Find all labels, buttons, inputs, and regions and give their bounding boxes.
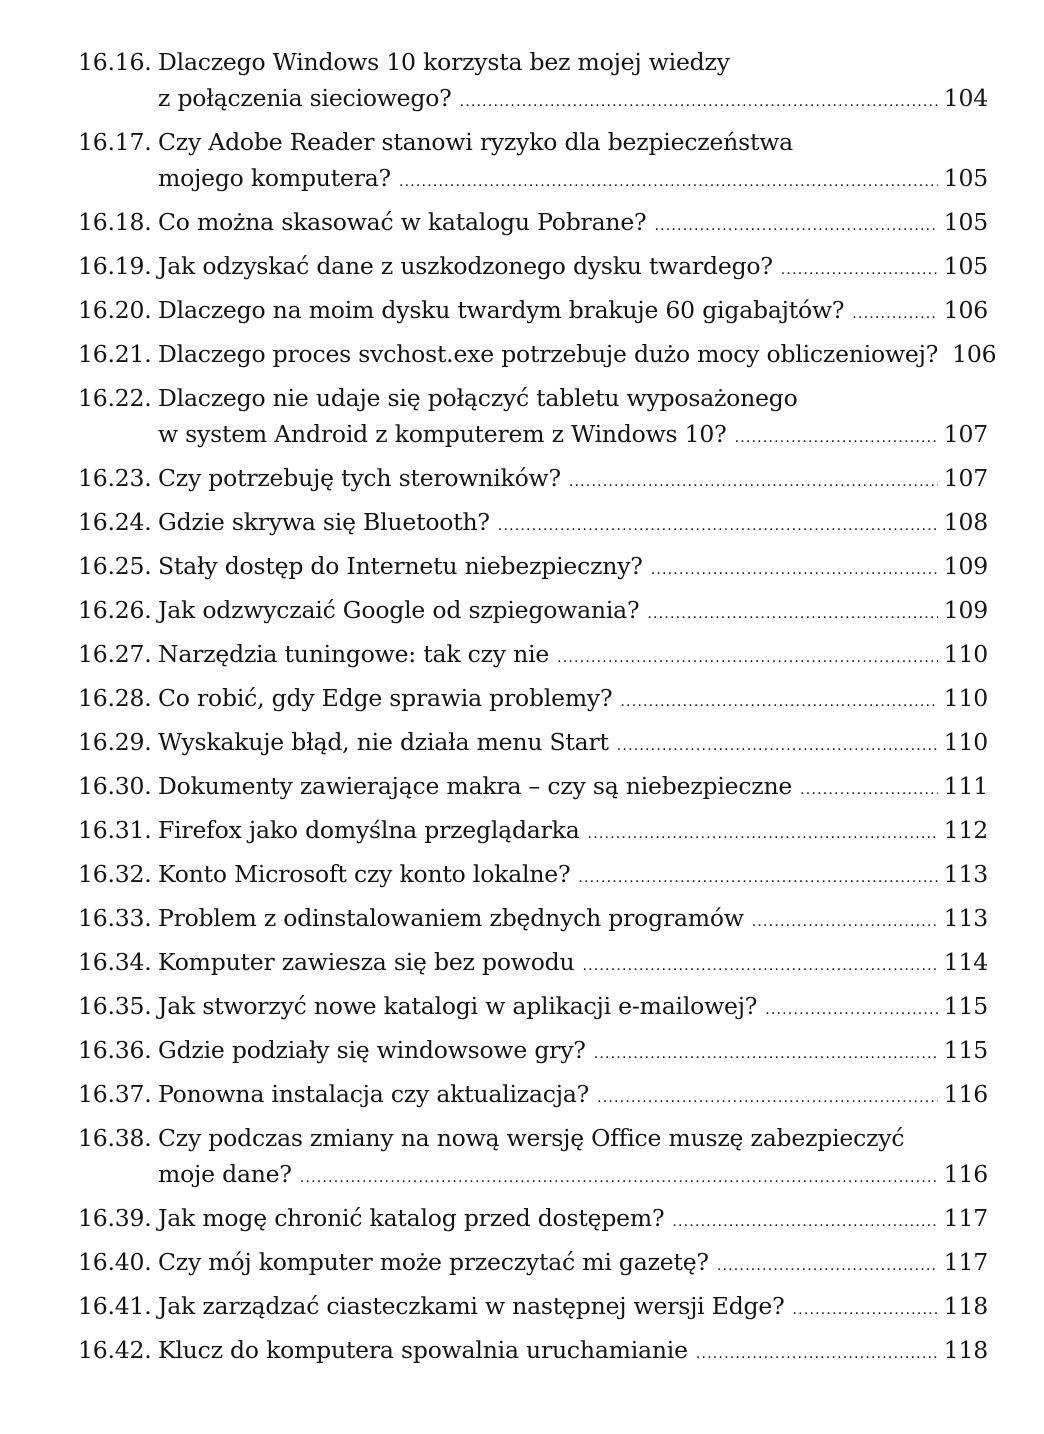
entry-page: 116: [943, 1160, 988, 1188]
toc-entry: [78, 380, 988, 452]
toc-entry: [78, 292, 988, 328]
toc-entry: [78, 944, 988, 980]
dot-leader: [588, 827, 938, 841]
entry-title: Konto Microsoft czy konto lokalne?: [158, 860, 571, 888]
entry-number: 16.26.: [78, 596, 152, 624]
entry-title: Komputer zawiesza się bez powodu: [158, 948, 575, 976]
dot-leader: [582, 959, 937, 973]
toc-entry: [78, 1288, 988, 1324]
entry-title: w system Android z komputerem z Windows 10?: [158, 420, 727, 448]
entry-number: 16.25.: [78, 552, 152, 580]
entry-title: Dlaczego Windows 10 korzysta bez mojej wiedzy: [158, 48, 730, 76]
dot-leader: [578, 871, 937, 885]
toc-entry: [78, 768, 988, 804]
toc-entry: [78, 248, 988, 284]
entry-number: 16.21.: [78, 340, 152, 368]
entry-page: 107: [943, 420, 988, 448]
entry-page: 106: [943, 296, 988, 324]
entry-number: 16.19.: [78, 252, 152, 280]
dot-leader: [460, 95, 938, 109]
dot-leader: [765, 1003, 938, 1017]
entry-page: 113: [943, 904, 988, 932]
dot-leader: [735, 431, 938, 445]
dot-leader: [696, 1347, 938, 1361]
entry-number: 16.37.: [78, 1080, 152, 1108]
entry-number: 16.29.: [78, 728, 152, 756]
dot-leader: [597, 1091, 938, 1105]
entry-page: 115: [943, 1036, 988, 1064]
entry-page: 115: [943, 992, 988, 1020]
toc-entry: [78, 636, 988, 672]
entry-title: Jak zarządzać ciasteczkami w następnej wersji Edge?: [158, 1292, 785, 1320]
entry-title: Jak stworzyć nowe katalogi w aplikacji e-mailowej?: [158, 992, 758, 1020]
entry-title: Gdzie podziały się windowsowe gry?: [158, 1036, 586, 1064]
dot-leader: [594, 1047, 938, 1061]
entry-title: Dlaczego nie udaje się połączyć tabletu wyposażonego: [158, 384, 798, 412]
entry-title: Jak mogę chronić katalog przed dostępem?: [158, 1204, 665, 1232]
toc-entry: [78, 1200, 988, 1236]
entry-page: 104: [943, 84, 988, 112]
entry-number: 16.38.: [78, 1124, 152, 1152]
entry-number: 16.30.: [78, 772, 152, 800]
entry-title: Czy mój komputer może przeczytać mi gazetę?: [158, 1248, 709, 1276]
dot-leader: [300, 1171, 938, 1185]
entry-title: Jak odzyskać dane z uszkodzonego dysku twardego?: [158, 252, 773, 280]
toc-entry: [78, 812, 988, 848]
entry-page: 117: [943, 1248, 988, 1276]
toc-entry: [78, 204, 988, 240]
entry-number: 16.24.: [78, 508, 152, 536]
entry-number: 16.42.: [78, 1336, 152, 1364]
entry-title: Czy Adobe Reader stanowi ryzyko dla bezpieczeństwa: [158, 128, 793, 156]
entry-title: Dokumenty zawierające makra – czy są niebezpieczne: [158, 772, 793, 800]
entry-title: Co można skasować w katalogu Pobrane?: [158, 208, 647, 236]
entry-title: Narzędzia tuningowe: tak czy nie: [158, 640, 550, 668]
entry-number: 16.34.: [78, 948, 152, 976]
entry-number: 16.39.: [78, 1204, 152, 1232]
dot-leader: [620, 695, 937, 709]
dot-leader: [781, 263, 938, 277]
entry-title: mojego komputera?: [158, 164, 391, 192]
entry-number: 16.40.: [78, 1248, 152, 1276]
toc-entry: [78, 1244, 988, 1280]
entry-page: 117: [943, 1204, 988, 1232]
dot-leader: [654, 219, 937, 233]
entry-number: 16.20.: [78, 296, 152, 324]
entry-page: 108: [943, 508, 988, 536]
table-of-contents: [78, 44, 997, 1376]
entry-title: Dlaczego proces svchost.exe potrzebuje dużo mocy obliczeniowej?: [158, 340, 939, 368]
entry-title: Ponowna instalacja czy aktualizacja?: [158, 1080, 590, 1108]
entry-page: 109: [943, 596, 988, 624]
entry-page: 118: [943, 1292, 988, 1320]
dot-leader: [557, 651, 938, 665]
dot-leader: [399, 175, 938, 189]
entry-number: 16.32.: [78, 860, 152, 888]
entry-page: 110: [943, 640, 988, 668]
dot-leader: [498, 519, 938, 533]
toc-entry: [78, 988, 988, 1024]
entry-title: Jak odzwyczaić Google od szpiegowania?: [158, 596, 640, 624]
entry-page: 105: [943, 252, 988, 280]
entry-page: 113: [943, 860, 988, 888]
entry-page: 105: [943, 164, 988, 192]
entry-title: Klucz do komputera spowalnia uruchamianie: [158, 1336, 688, 1364]
toc-entry: [78, 1032, 988, 1068]
entry-title: z połączenia sieciowego?: [158, 84, 452, 112]
dot-leader: [752, 915, 938, 929]
entry-number: 16.17.: [78, 128, 152, 156]
entry-page: 107: [943, 464, 988, 492]
entry-page: 114: [943, 948, 988, 976]
entry-page: 111: [943, 772, 988, 800]
dot-leader: [852, 307, 937, 321]
entry-number: 16.22.: [78, 384, 152, 412]
toc-entry: [78, 680, 988, 716]
entry-page: 110: [943, 684, 988, 712]
entry-number: 16.28.: [78, 684, 152, 712]
toc-entry: [78, 504, 988, 540]
entry-title: Co robić, gdy Edge sprawia problemy?: [158, 684, 613, 712]
dot-leader: [800, 783, 938, 797]
toc-entry: [78, 336, 997, 372]
dot-leader: [569, 475, 938, 489]
entry-title: Czy podczas zmiany na nową wersję Office muszę zabezpieczyć: [158, 1124, 905, 1152]
entry-title: Problem z odinstalowaniem zbędnych programów: [158, 904, 744, 932]
entry-number: 16.27.: [78, 640, 152, 668]
entry-page: 105: [943, 208, 988, 236]
toc-entry: [78, 856, 988, 892]
dot-leader: [651, 563, 938, 577]
dot-leader: [647, 607, 937, 621]
entry-page: 106: [952, 340, 997, 368]
entry-number: 16.35.: [78, 992, 152, 1020]
entry-title: Czy potrzebuję tych sterowników?: [158, 464, 561, 492]
entry-number: 16.36.: [78, 1036, 152, 1064]
entry-page: 112: [943, 816, 988, 844]
entry-page: 109: [943, 552, 988, 580]
entry-page: 116: [943, 1080, 988, 1108]
toc-entry: [78, 548, 988, 584]
entry-number: 16.31.: [78, 816, 152, 844]
toc-entry: [78, 900, 988, 936]
entry-number: 16.41.: [78, 1292, 152, 1320]
entry-title: moje dane?: [158, 1160, 292, 1188]
entry-title: Dlaczego na moim dysku twardym brakuje 60 gigabajtów?: [158, 296, 845, 324]
entry-title: Firefox jako domyślna przeglądarka: [158, 816, 580, 844]
entry-page: 110: [943, 728, 988, 756]
entry-number: 16.33.: [78, 904, 152, 932]
entry-title: Gdzie skrywa się Bluetooth?: [158, 508, 490, 536]
entry-number: 16.18.: [78, 208, 152, 236]
entry-number: 16.16.: [78, 48, 152, 76]
dot-leader: [717, 1259, 938, 1273]
toc-entry: [78, 460, 988, 496]
dot-leader: [793, 1303, 938, 1317]
entry-title: Stały dostęp do Internetu niebezpieczny?: [158, 552, 643, 580]
entry-title: Wyskakuje błąd, nie działa menu Start: [158, 728, 609, 756]
dot-leader: [617, 739, 938, 753]
toc-entry: [78, 1076, 988, 1112]
toc-entry: [78, 592, 988, 628]
toc-entry: [78, 724, 988, 760]
entry-number: 16.23.: [78, 464, 152, 492]
toc-entry: [78, 1332, 988, 1368]
entry-page: 118: [943, 1336, 988, 1364]
toc-entry: [78, 1120, 988, 1192]
toc-entry: [78, 124, 988, 196]
dot-leader: [672, 1215, 937, 1229]
toc-entry: [78, 44, 988, 116]
